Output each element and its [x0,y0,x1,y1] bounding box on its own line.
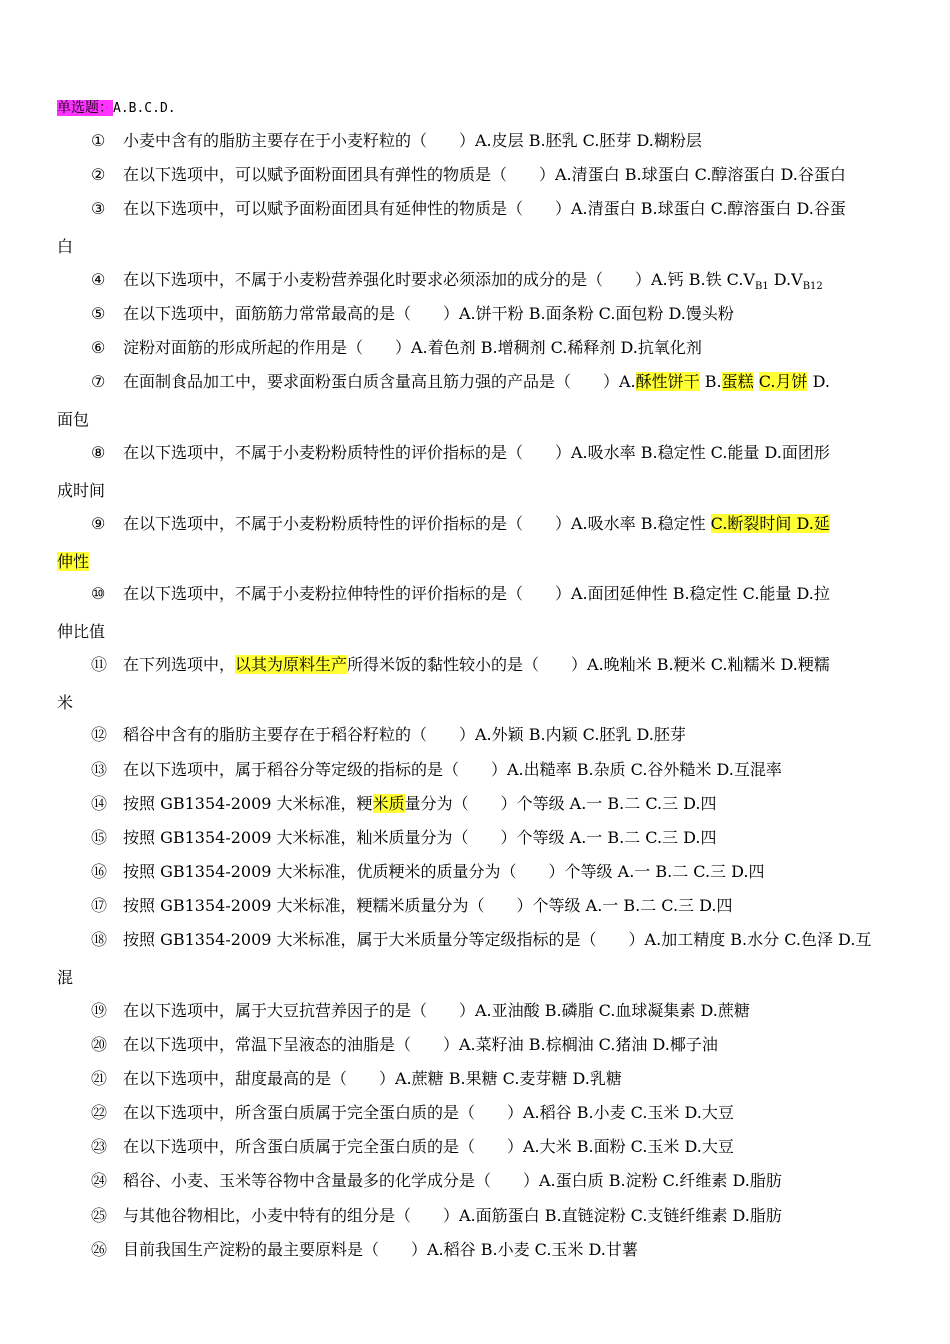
question-text-continued: 白 [57,237,74,256]
question-text: 在以下选项中，属于稻谷分等定级的指标的是（ ）A.出糙率 B.杂质 C.谷外糙米 D.互混率 [123,760,782,779]
question-number: ㉕ [91,1206,108,1225]
question-item [57,1231,893,1269]
question-item [57,785,893,823]
question-number: ③ [91,199,106,218]
question-text: 在以下选项中，所含蛋白质属于完全蛋白质的是（ ）A.大米 B.面粉 C.玉米 D.大豆 [123,1137,734,1156]
subscript: B12 [802,281,823,293]
question-item [57,751,893,789]
question-text: 稻谷、小麦、玉米等谷物中含量最多的化学成分是（ ）A.蛋白质 B.淀粉 C.纤维素 D.脂肪 [123,1171,782,1190]
question-text: 在以下选项中，所含蛋白质属于完全蛋白质的是（ ）A.稻谷 B.小麦 C.玉米 D.大豆 [123,1103,734,1122]
question-item [57,716,893,754]
highlighted-text: C.月饼 [758,372,808,391]
highlighted-text: 米质 [372,794,405,813]
question-text-continued: 混 [57,968,74,987]
question-text: 所得米饭的黏性较小的是（ ）A.晚籼米 B.粳米 C.籼糯米 D.粳糯 [347,655,830,674]
question-item [57,505,893,581]
section-label: 单选题： [57,100,113,116]
question-number: ④ [91,270,106,289]
question-text: 按照 GB1354-2009 大米标准，粳糯米质量分为（ ）个等级 A.一 B.二 C.三 D.四 [123,896,733,915]
question-text: 在面制食品加工中，要求面粉蛋白质含量高且筋力强的产品是（ ）A. [123,372,636,391]
question-text: 在以下选项中，可以赋予面粉面团具有弹性的物质是（ ）A.清蛋白 B.球蛋白 C.醇溶蛋白 D.谷蛋白 [123,165,846,184]
question-number: ⑪ [91,655,108,674]
highlighted-text: 酥性饼干 [635,372,700,391]
question-item [57,1094,893,1132]
question-item [57,819,893,857]
question-text: 小麦中含有的脂肪主要存在于小麦籽粒的（ ）A.皮层 B.胚乳 C.胚芽 D.糊粉层 [123,131,702,150]
question-item [57,156,893,194]
question-item [57,363,893,439]
question-text: 在以下选项中，不属于小麦粉营养强化时要求必须添加的成分的是（ ）A.钙 B.铁 C.V [123,270,755,289]
question-item [57,1162,893,1200]
question-number: ⑳ [91,1035,108,1054]
question-text: 在下列选项中， [123,655,236,674]
question-number: ⑰ [91,896,108,915]
question-number: ⑱ [91,930,108,949]
question-item [57,992,893,1030]
question-item [57,329,893,367]
highlighted-text: 蛋糕 [721,372,754,391]
question-text: 按照 GB1354-2009 大米标准，优质粳米的质量分为（ ）个等级 A.一 B.二 C.三 D.四 [123,862,765,881]
question-text: D.V [768,270,803,289]
question-text: 在以下选项中，不属于小麦粉拉伸特性的评价指标的是（ ）A.面团延伸性 B.稳定性 C.能量 D.拉 [123,584,830,603]
question-number: ⑭ [91,794,108,813]
question-number: ⑦ [91,372,106,391]
question-number: ⑧ [91,443,106,462]
question-number: ⑯ [91,862,108,881]
question-text-continued: 米 [57,693,74,712]
question-text: 量分为（ ）个等级 A.一 B.二 C.三 D.四 [404,794,717,813]
question-text: B. [699,372,722,391]
section-options: A.B.C.D. [113,101,176,116]
question-item [57,122,893,160]
question-item [57,190,893,266]
question-number: ⑤ [91,304,106,323]
question-number: ① [91,131,106,150]
question-item [57,261,893,299]
question-number: ㉓ [91,1137,108,1156]
question-item [57,853,893,891]
question-text: 在以下选项中，属于大豆抗营养因子的是（ ）A.亚油酸 B.磷脂 C.血球凝集素 D.蔗糖 [123,1001,750,1020]
question-item [57,295,893,333]
question-number: ㉒ [91,1103,108,1122]
question-text: 在以下选项中，常温下呈液态的油脂是（ ）A.菜籽油 B.棕榈油 C.猪油 D.椰子油 [123,1035,718,1054]
highlighted-text: 伸性 [57,552,90,571]
question-text: 目前我国生产淀粉的最主要原料是（ ）A.稻谷 B.小麦 C.玉米 D.甘薯 [123,1240,638,1259]
question-number: ② [91,165,106,184]
question-item [57,434,893,510]
highlighted-text: C.断裂时间 D.延 [710,514,830,533]
question-text: D. [807,372,830,391]
question-number: ㉖ [91,1240,108,1259]
question-item [57,921,893,997]
question-item [57,575,893,651]
question-number: ⑮ [91,828,108,847]
question-text-continued: 伸比值 [57,622,106,641]
question-text: 按照 GB1354-2009 大米标准，属于大米质量分等定级指标的是（ ）A.加工精度 B.水分 C.色泽 D.互 [123,930,872,949]
question-item [57,1197,893,1235]
question-number: ⑩ [91,584,106,603]
question-text: 按照 GB1354-2009 大米标准，粳 [123,794,373,813]
question-text: 稻谷中含有的脂肪主要存在于稻谷籽粒的（ ）A.外颖 B.内颖 C.胚乳 D.胚芽 [123,725,686,744]
question-text: 在以下选项中，面筋筋力常常最高的是（ ）A.饼干粉 B.面条粉 C.面包粉 D.馒头粉 [123,304,734,323]
question-item [57,1026,893,1064]
question-text: 与其他谷物相比，小麦中特有的组分是（ ）A.面筋蛋白 B.直链淀粉 C.支链纤维素 D.脂肪 [123,1206,782,1225]
question-item [57,887,893,925]
question-text: 在以下选项中，可以赋予面粉面团具有延伸性的物质是（ ）A.清蛋白 B.球蛋白 C.醇溶蛋白 D.谷蛋 [123,199,846,218]
question-number: ⑨ [91,514,106,533]
question-text: 按照 GB1354-2009 大米标准，籼米质量分为（ ）个等级 A.一 B.二 C.三 D.四 [123,828,717,847]
question-number: ⑲ [91,1001,108,1020]
question-text: 在以下选项中，不属于小麦粉粉质特性的评价指标的是（ ）A.吸水率 B.稳定性 [123,514,711,533]
question-text: 淀粉对面筋的形成所起的作用是（ ）A.着色剂 B.增稠剂 C.稀释剂 D.抗氧化剂 [123,338,702,357]
question-item [57,1060,893,1098]
highlighted-text: 以其为原料生产 [235,655,348,674]
subscript: B1 [754,281,769,293]
question-number: ⑫ [91,725,108,744]
question-item [57,1128,893,1166]
question-text: 在以下选项中，不属于小麦粉粉质特性的评价指标的是（ ）A.吸水率 B.稳定性 C.能量 D.面团形 [123,443,830,462]
question-text: 在以下选项中，甜度最高的是（ ）A.蔗糖 B.果糖 C.麦芽糖 D.乳糖 [123,1069,622,1088]
question-number: ㉔ [91,1171,108,1190]
question-item [57,646,893,722]
question-text-continued: 面包 [57,410,90,429]
question-number: ⑥ [91,338,106,357]
question-text-continued: 成时间 [57,481,106,500]
question-text [754,372,759,391]
question-number: ⑬ [91,760,108,779]
question-number: ㉑ [91,1069,108,1088]
section-header [57,98,176,119]
